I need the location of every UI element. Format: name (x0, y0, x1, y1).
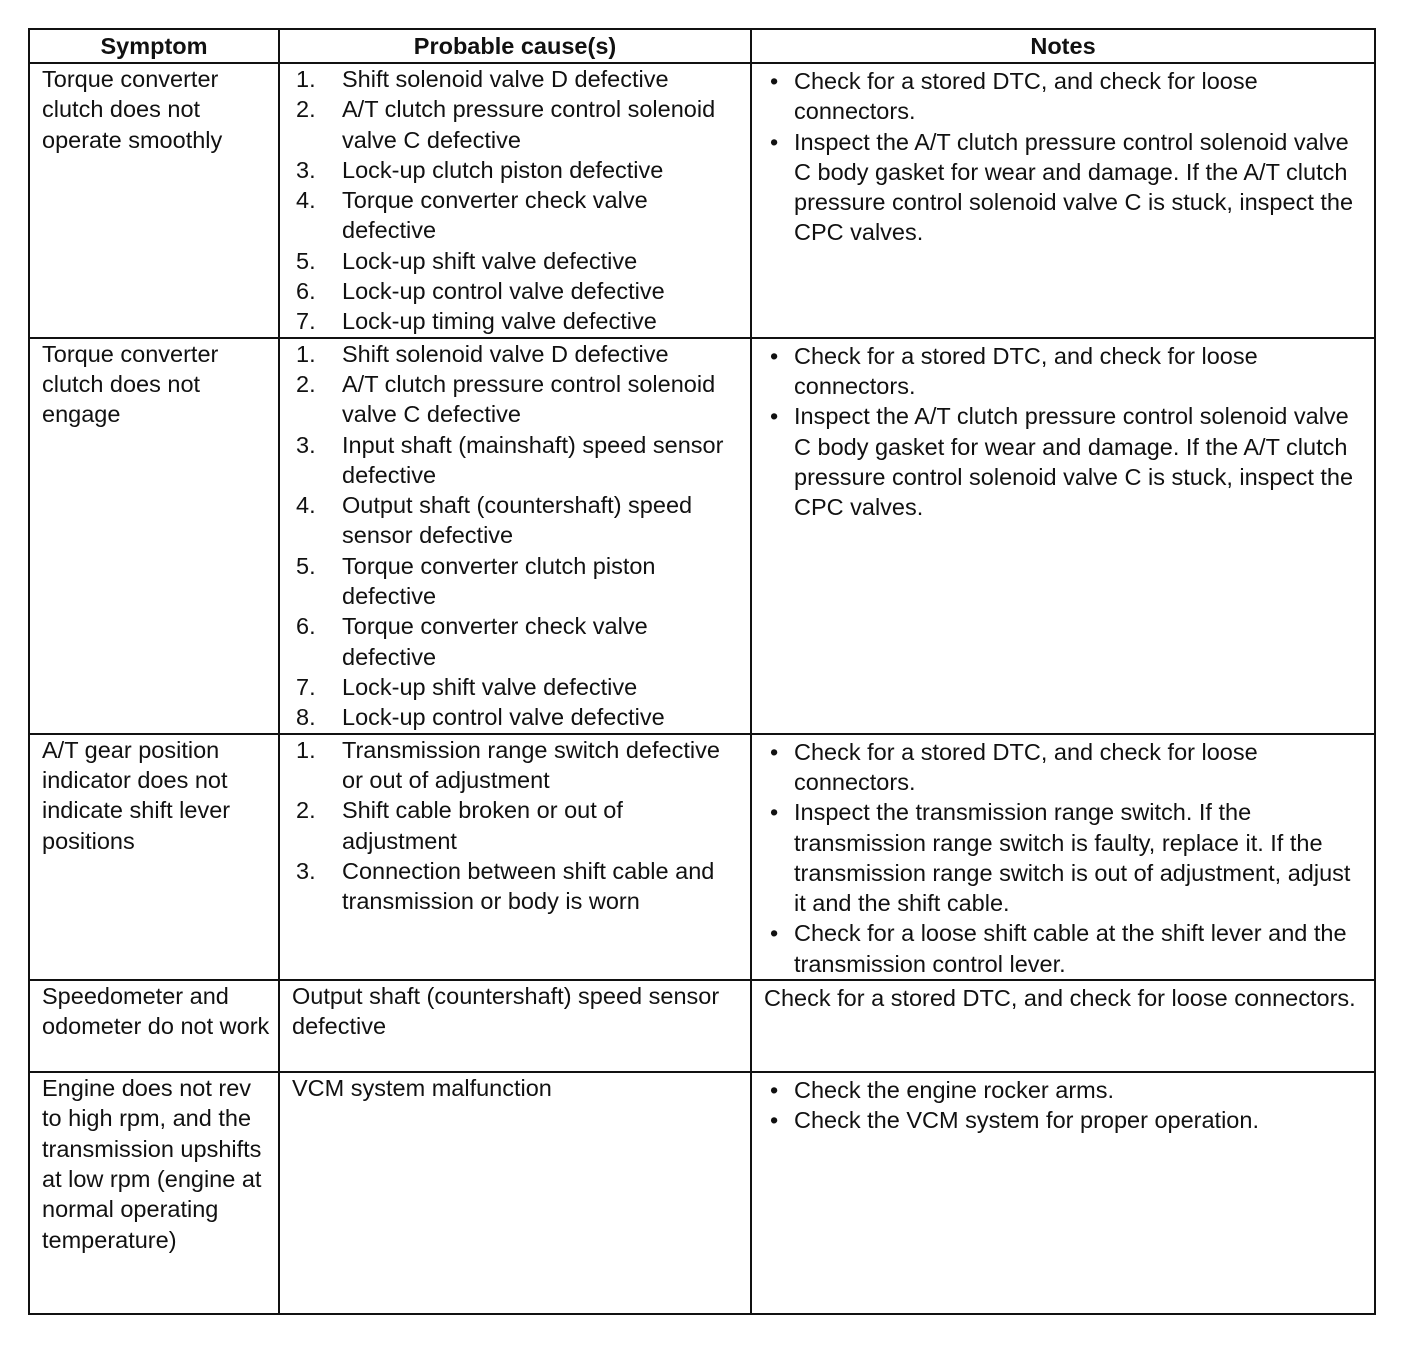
cause-text: Torque converter check valve defective (342, 187, 648, 244)
note-text: Inspect the transmission range switch. If the transmission range switch is faulty, replace it. If the transmission range switch is out of adjustment, adjust it and the shift cable. (794, 799, 1351, 917)
cause-item (292, 185, 742, 246)
item-number: 7. (296, 673, 316, 700)
causes-cell: VCM system malfunction (279, 1072, 751, 1314)
item-number: 4. (296, 492, 316, 519)
note-text: Check for a stored DTC, and check for loose connectors. (794, 738, 1258, 795)
cause-text: Lock-up shift valve defective (342, 673, 638, 700)
cause-item (292, 551, 742, 612)
note-item (764, 797, 1366, 918)
item-number: 2. (296, 797, 316, 824)
notes-cell (751, 1072, 1375, 1314)
cause-item (292, 369, 742, 430)
notes-cell (751, 338, 1375, 734)
bullet-icon: • (770, 1077, 779, 1104)
item-number: 8. (296, 704, 316, 731)
bullet-icon: • (770, 738, 779, 765)
cause-text: Input shaft (mainshaft) speed sensor defective (342, 431, 724, 488)
causes-cell: Output shaft (countershaft) speed sensor defective (279, 980, 751, 1072)
note-item (764, 127, 1366, 248)
note-item (764, 737, 1366, 798)
notes-cell (751, 734, 1375, 980)
table-row (29, 63, 1375, 338)
note-text: Check for a stored DTC, and check for loose connectors. (794, 68, 1258, 125)
cause-text: A/T clutch pressure control solenoid valve C defective (342, 370, 716, 428)
header-notes: Notes (751, 29, 1375, 63)
symptom-cell: A/T gear position indicator does not indicate shift lever positions (29, 734, 279, 980)
symptom-cell: Engine does not rev to high rpm, and the transmission upshifts at low rpm (engine at normal operating temperature) (29, 1072, 279, 1314)
cause-item (292, 795, 742, 856)
note-text: Check the engine rocker arms. (794, 1077, 1115, 1104)
table-row (29, 338, 1375, 734)
cause-text: Shift solenoid valve D defective (342, 340, 669, 367)
cause-text: Lock-up timing valve defective (342, 308, 657, 335)
table-row (29, 1072, 1375, 1314)
causes-cell (279, 338, 751, 734)
causes-cell (279, 63, 751, 338)
symptom-cell: Torque converter clutch does not engage (29, 338, 279, 734)
header-symptom: Symptom (29, 29, 279, 63)
item-number: 5. (296, 247, 316, 274)
note-item (764, 66, 1366, 127)
bullet-icon: • (770, 403, 779, 430)
troubleshooting-table (28, 28, 1376, 1315)
item-number: 1. (296, 736, 316, 763)
item-number: 6. (296, 613, 316, 640)
cause-item (292, 611, 742, 672)
note-item (764, 1075, 1366, 1105)
cause-item (292, 306, 742, 336)
item-number: 2. (296, 96, 316, 123)
bullet-icon: • (770, 342, 779, 369)
cause-item (292, 672, 742, 702)
item-number: 6. (296, 278, 316, 305)
cause-text: Output shaft (countershaft) speed sensor defective (342, 492, 693, 549)
cause-text: Torque converter check valve defective (342, 613, 648, 670)
note-text: Check for a loose shift cable at the shift lever and the transmission control lever. (794, 920, 1347, 977)
header-row (29, 29, 1375, 63)
cause-item (292, 246, 742, 276)
bullet-icon: • (770, 1107, 779, 1134)
cause-text: Lock-up control valve defective (342, 704, 665, 731)
cause-text: A/T clutch pressure control solenoid valve C defective (342, 96, 716, 153)
item-number: 5. (296, 552, 316, 579)
item-number: 3. (296, 857, 316, 884)
cause-text: Torque converter clutch piston defective (342, 552, 656, 610)
notes-cell (751, 63, 1375, 338)
bullet-icon: • (770, 920, 779, 947)
bullet-icon: • (770, 68, 779, 94)
bullet-icon: • (770, 799, 779, 826)
table-row (29, 734, 1375, 980)
cause-item (292, 155, 742, 185)
cause-item (292, 702, 742, 732)
table-row (29, 980, 1375, 1072)
item-number: 4. (296, 187, 316, 214)
cause-text: Lock-up control valve defective (342, 278, 665, 305)
note-item (764, 401, 1366, 522)
cause-text: Shift solenoid valve D defective (342, 66, 669, 92)
cause-item (292, 94, 742, 155)
note-text: Inspect the A/T clutch pressure control solenoid valve C body gasket for wear and damage. If the A/T clutch pressure control solenoid valve C is stuck, inspect the CPC valves. (794, 128, 1354, 246)
cause-item (292, 276, 742, 306)
item-number: 3. (296, 431, 316, 458)
cause-item (292, 490, 742, 551)
note-item (764, 341, 1366, 402)
cause-text: Connection between shift cable and transmission or body is worn (342, 857, 715, 915)
cause-item (292, 339, 742, 369)
note-text: Check for a stored DTC, and check for loose connectors. (794, 342, 1258, 399)
bullet-icon: • (770, 128, 779, 155)
cause-item (292, 430, 742, 491)
item-number: 1. (296, 340, 316, 367)
symptom-cell: Torque converter clutch does not operate smoothly (29, 63, 279, 338)
item-number: 7. (296, 308, 316, 335)
header-causes: Probable cause(s) (279, 29, 751, 63)
cause-item (292, 735, 742, 796)
cause-text: Shift cable broken or out of adjustment (342, 797, 623, 854)
item-number: 3. (296, 156, 316, 183)
cause-text: Lock-up shift valve defective (342, 247, 638, 274)
note-item (764, 918, 1366, 979)
cause-item (292, 856, 742, 917)
cause-text: Lock-up clutch piston defective (342, 156, 664, 183)
symptom-cell: Speedometer and odometer do not work (29, 980, 279, 1072)
note-text: Inspect the A/T clutch pressure control solenoid valve C body gasket for wear and damage. If the A/T clutch pressure control solenoid valve C is stuck, inspect the CPC valves. (794, 403, 1354, 521)
cause-item (292, 64, 742, 94)
note-text: Check the VCM system for proper operation. (794, 1107, 1259, 1134)
item-number: 2. (296, 370, 316, 397)
causes-cell (279, 734, 751, 980)
note-item (764, 1105, 1366, 1135)
item-number: 1. (296, 66, 316, 92)
notes-cell: Check for a stored DTC, and check for loose connectors. (751, 980, 1375, 1072)
cause-text: Transmission range switch defective or out of adjustment (342, 736, 720, 793)
